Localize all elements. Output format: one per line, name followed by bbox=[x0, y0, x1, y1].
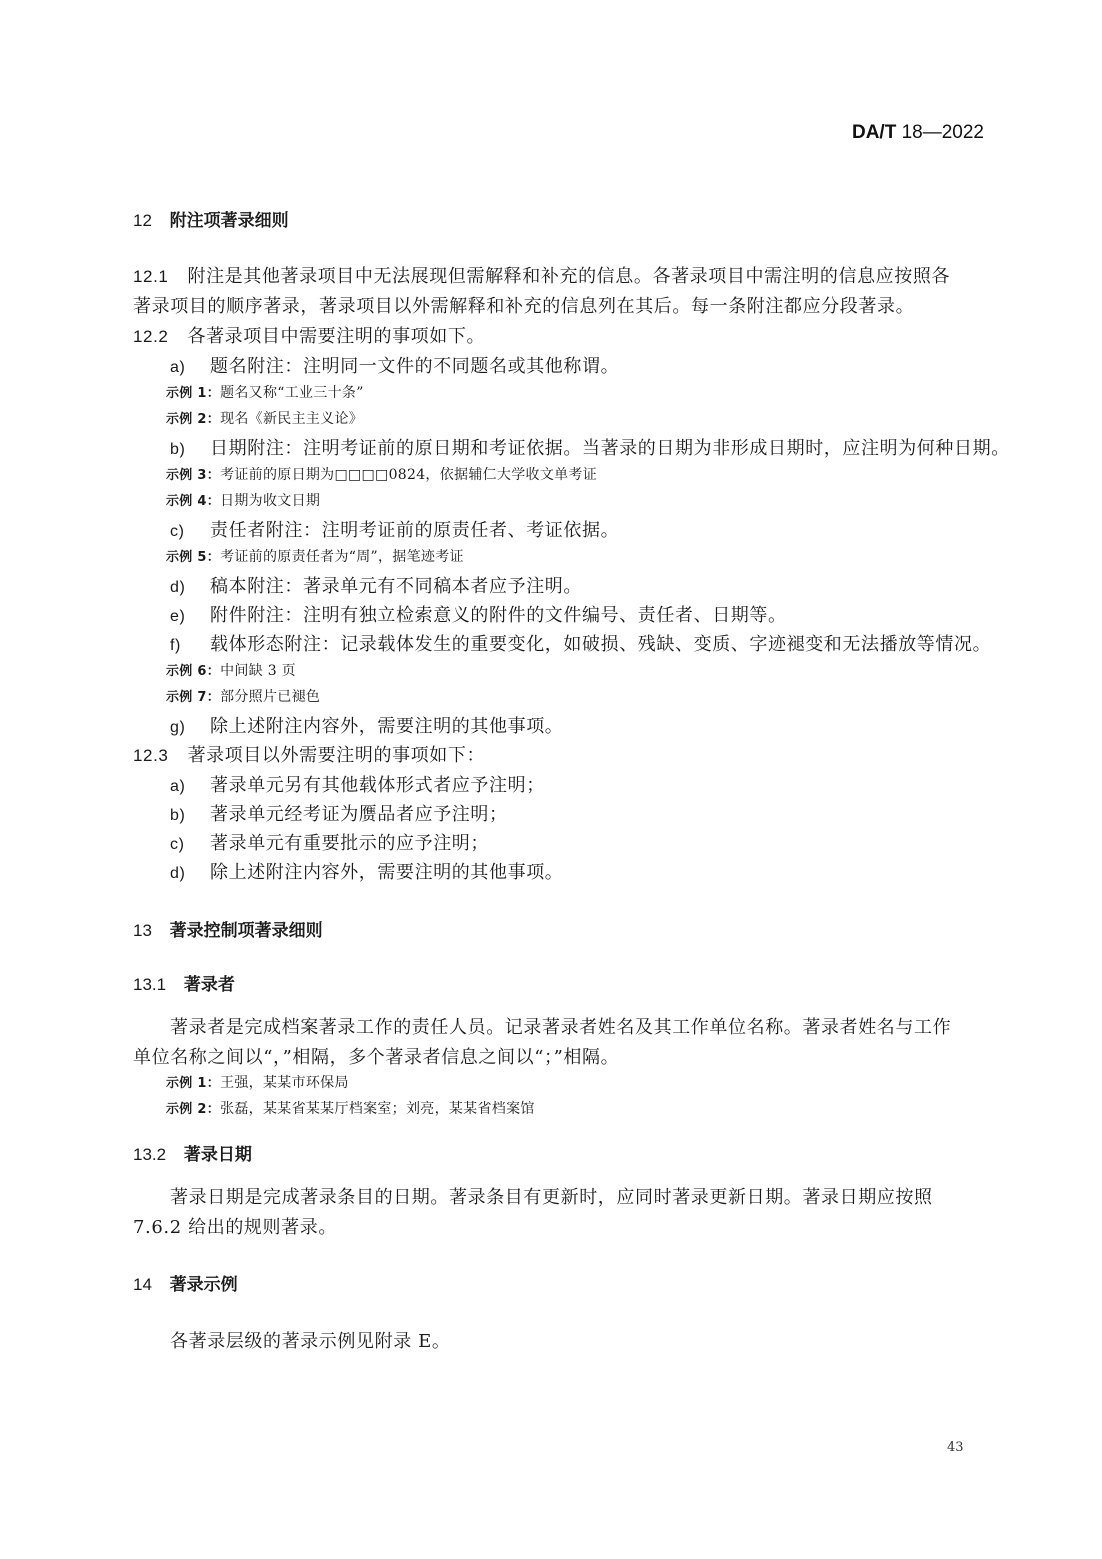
example-13-2: 示例 2：张磊，某某省某某厅档案室；刘亮，某某省档案馆 bbox=[166, 1101, 535, 1117]
list-item-e: e) 附件附注：注明有独立检索意义的附件的文件编号、责任者、日期等。 bbox=[170, 605, 787, 626]
section-13-heading: 13 著录控制项著录细则 bbox=[133, 921, 323, 941]
para-13-2-line1: 著录日期是完成著录条目的日期。著录条目有更新时，应同时著录更新日期。著录日期应按照 bbox=[170, 1187, 933, 1208]
para-13-1-line2: 单位名称之间以“，”相隔，多个著录者信息之间以“；”相隔。 bbox=[133, 1047, 620, 1068]
page-number: 43 bbox=[947, 1440, 964, 1455]
section-14-heading: 14 著录示例 bbox=[133, 1275, 238, 1295]
example-6: 示例 6：中间缺 3 页 bbox=[166, 663, 296, 679]
list-item-a: a) 题名附注：注明同一文件的不同题名或其他称谓。 bbox=[170, 356, 620, 377]
section-13-2-heading: 13.2 著录日期 bbox=[133, 1145, 252, 1165]
section-12-heading: 12 附注项著录细则 bbox=[133, 211, 289, 231]
para-13-1-line1: 著录者是完成档案著录工作的责任人员。记录著录者姓名及其工作单位名称。著录者姓名与工作 bbox=[170, 1017, 952, 1038]
list-item-d: d) 稿本附注：著录单元有不同稿本者应予注明。 bbox=[170, 576, 582, 597]
list2-item-a: a) 著录单元另有其他载体形式者应予注明； bbox=[170, 775, 545, 796]
para-14: 各著录层级的著录示例见附录 E。 bbox=[170, 1331, 451, 1352]
list2-item-b: b) 著录单元经考证为赝品者应予注明； bbox=[170, 804, 508, 825]
example-2: 示例 2：现名《新民主主义论》 bbox=[166, 411, 364, 427]
example-4: 示例 4：日期为收文日期 bbox=[166, 493, 321, 509]
para-13-2-line2: 7.6.2 给出的规则著录。 bbox=[133, 1217, 337, 1238]
example-13-1: 示例 1：王强，某某市环保局 bbox=[166, 1075, 349, 1091]
list-item-g: g) 除上述附注内容外，需要注明的其他事项。 bbox=[170, 716, 564, 737]
example-7: 示例 7：部分照片已褪色 bbox=[166, 689, 321, 705]
list-item-c: c) 责任者附注：注明考证前的原责任者、考证依据。 bbox=[170, 520, 620, 541]
standard-code: DA/T 18—2022 bbox=[851, 122, 984, 143]
para-12-1-line1: 12.1 附注是其他著录项目中无法展现但需解释和补充的信息。各著录项目中需注明的信息应按照各 bbox=[133, 266, 951, 287]
list-item-b: b) 日期附注：注明考证前的原日期和考证依据。当著录的日期为非形成日期时，应注明为何种日期。 bbox=[170, 438, 1010, 459]
example-3: 示例 3：考证前的原日期为□□□□0824，依据辅仁大学收文单考证 bbox=[166, 467, 598, 483]
section-13-1-heading: 13.1 著录者 bbox=[133, 975, 235, 995]
para-12-3: 12.3 著录项目以外需要注明的事项如下： bbox=[133, 745, 486, 766]
example-5: 示例 5：考证前的原责任者为“周”，据笔迹考证 bbox=[166, 549, 464, 565]
example-1: 示例 1：题名又称“工业三十条” bbox=[166, 385, 364, 401]
list-item-f: f) 载体形态附注：记录载体发生的重要变化，如破损、残缺、变质、字迹褪变和无法播放等情况。 bbox=[170, 634, 992, 655]
list2-item-d: d) 除上述附注内容外，需要注明的其他事项。 bbox=[170, 862, 564, 883]
para-12-2: 12.2 各著录项目中需要注明的事项如下。 bbox=[133, 326, 486, 347]
list2-item-c: c) 著录单元有重要批示的应予注明； bbox=[170, 833, 489, 854]
para-12-1-line2: 著录项目的顺序著录，著录项目以外需解释和补充的信息列在其后。每一条附注都应分段著录。 bbox=[133, 296, 915, 317]
